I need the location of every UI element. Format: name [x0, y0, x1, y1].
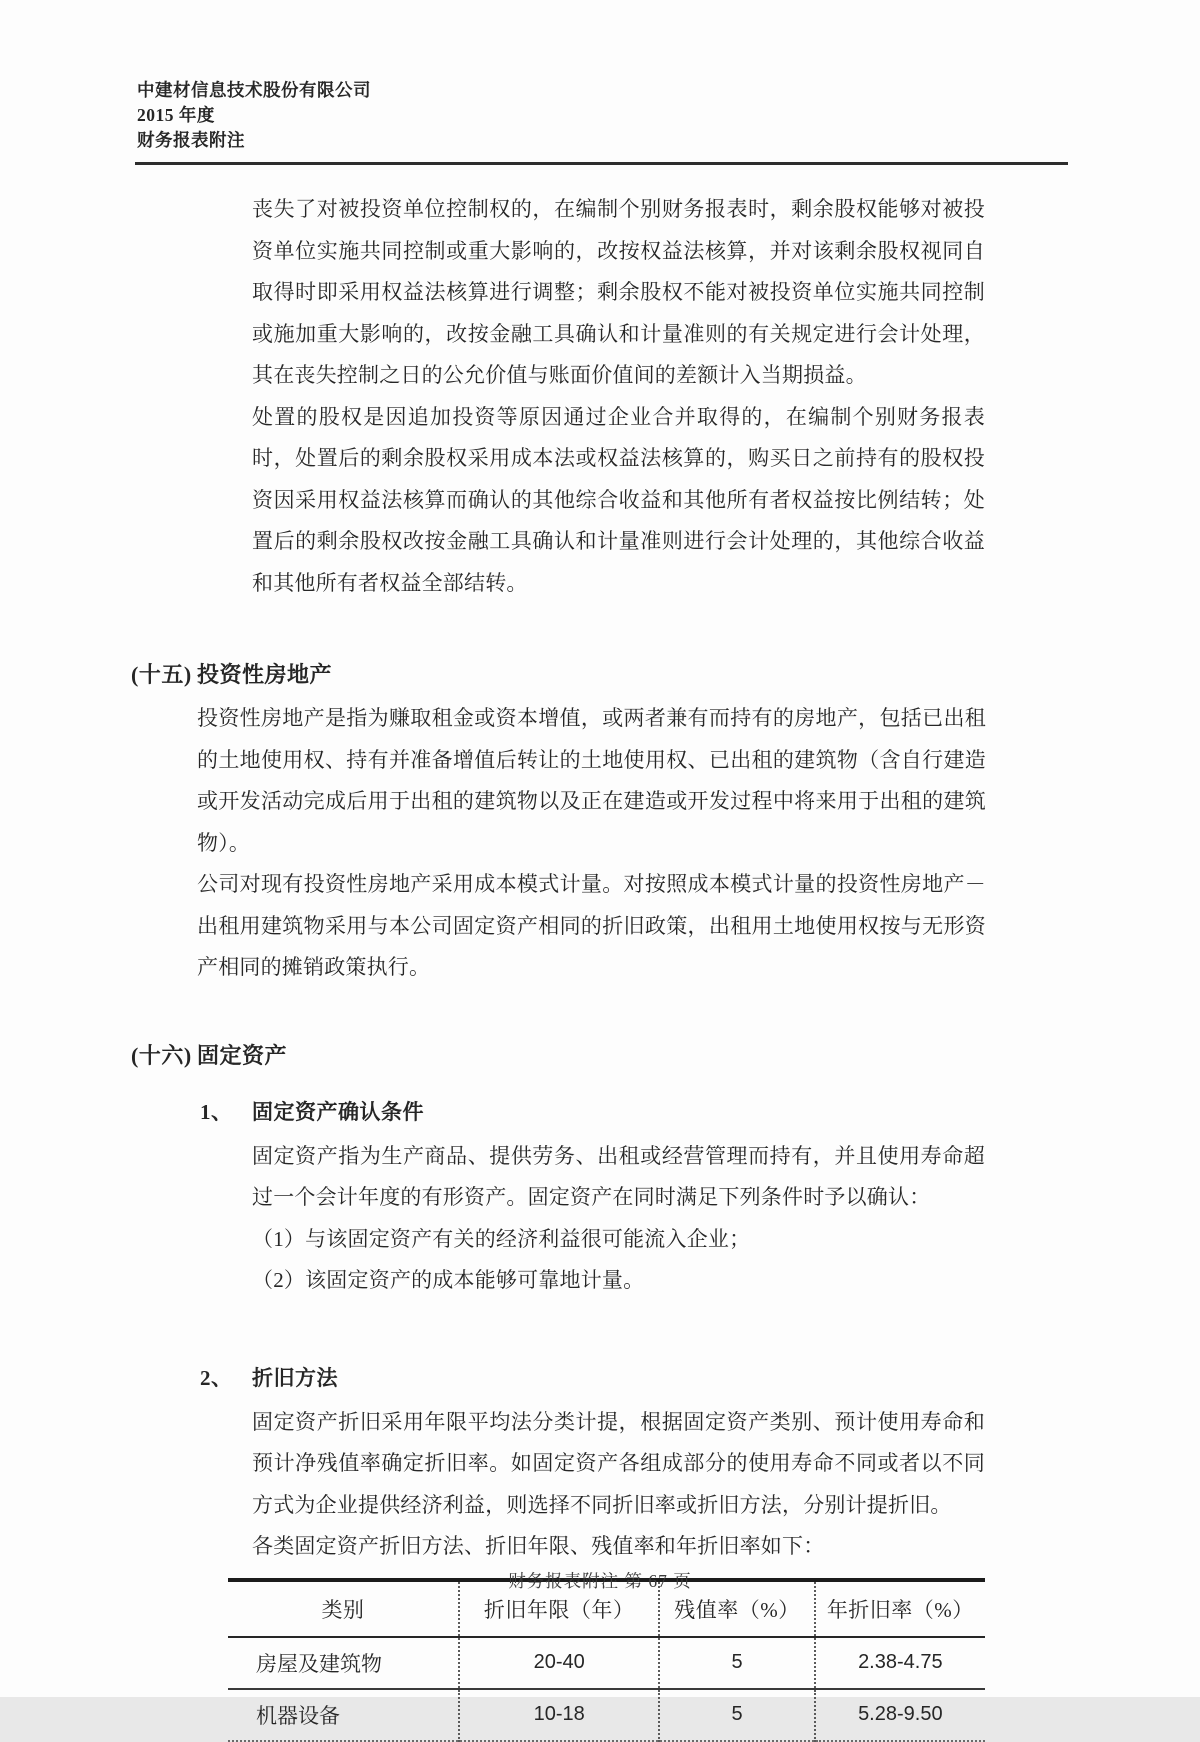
paragraph-investment-property-definition: 投资性房地产是指为赚取租金或资本增值，或两者兼有而持有的房地产，包括已出租的土地使用权、持有并准备增值后转让的土地使用权、已出租的建筑物（含自行建造或开发活动完成后用于出租的建筑物以及正在建造或开发过程中将来用于出租的建筑物）。 [197, 706, 986, 855]
page-footer [0, 1568, 1200, 1593]
section-number: (十五) [131, 662, 192, 687]
paragraph-fixed-asset-definition: 固定资产指为生产商品、提供劳务、出租或经营管理而持有，并且使用寿命超过一个会计年度的有形资产。固定资产在同时满足下列条件时予以确认： [252, 1143, 985, 1209]
subsection-recognition-criteria [200, 1096, 1066, 1302]
subsection-body [252, 1136, 985, 1302]
table-row [228, 1637, 985, 1689]
section-equity-disposal-continuation [252, 189, 985, 604]
report-doc-title: 财务报表附注 [137, 130, 245, 150]
cell-depreciation-years: 20-40 [459, 1637, 660, 1689]
cell-residual-rate: 5 [659, 1689, 814, 1741]
cell-annual-rate: 5.28-9.50 [815, 1689, 985, 1741]
section-body [197, 698, 986, 989]
section-fixed-assets [131, 1039, 1066, 1742]
depreciation-table [228, 1578, 985, 1742]
section-title: 固定资产 [197, 1042, 288, 1068]
paragraph-loss-of-control: 丧失了对被投资单位控制权的，在编制个别财务报表时，剩余股权能够对被投资单位实施共同控制或重大影响的，改按权益法核算，并对该剩余股权视同自取得时即采用权益法核算进行调整；剩余股权不能对被投资单位实施共同控制或施加重大影响的，改按金融工具确认和计量准则的有关规定进行会计处理，其在丧失控制之日的公允价值与账面价值间的差额计入当期损益。 [252, 197, 985, 387]
page-header [137, 78, 1066, 165]
report-year: 2015 年度 [137, 105, 215, 125]
table-lead-in: 各类固定资产折旧方法、折旧年限、残值率和年折旧率如下： [252, 1534, 825, 1558]
paragraph-depreciation-policy: 固定资产折旧采用年限平均法分类计提，根据固定资产类别、预计使用寿命和预计净残值率确定折旧率。如固定资产各组成部分的使用寿命不同或者以不同方式为企业提供经济利益，则选择不同折旧率或折旧方法，分别计提折旧。 [252, 1409, 985, 1517]
section-number: (十六) [131, 1042, 192, 1068]
section-heading [131, 1039, 1066, 1070]
company-name: 中建材信息技术股份有限公司 [137, 80, 371, 100]
subsection-heading [200, 1362, 1066, 1392]
cell-category: 机器设备 [256, 1703, 340, 1728]
subsection-number: 1、 [200, 1099, 233, 1124]
condition-item-1: （1）与该固定资产有关的经济利益很可能流入企业； [252, 1226, 751, 1251]
column-header-category: 类别 [228, 1580, 459, 1637]
subsection-heading [200, 1096, 1066, 1126]
cell-category: 房屋及建筑物 [228, 1637, 459, 1689]
section-title: 投资性房地产 [197, 662, 333, 687]
column-header-depreciation-years: 折旧年限（年） [459, 1580, 660, 1637]
section-heading [131, 658, 1066, 689]
header-divider [135, 162, 1068, 165]
table-row [228, 1689, 985, 1741]
cell-residual-rate: 5 [659, 1637, 814, 1689]
column-header-residual-rate: 残值率（%） [659, 1580, 814, 1637]
page-number-text: 财务报表附注 第 67 页 [508, 1571, 692, 1591]
subsection-number: 2、 [200, 1365, 233, 1390]
condition-item-2: （2）该固定资产的成本能够可靠地计量。 [252, 1268, 645, 1292]
cell-depreciation-years: 10-18 [459, 1689, 660, 1741]
section-investment-property [131, 658, 1066, 989]
subsection-title: 折旧方法 [252, 1365, 338, 1390]
subsection-depreciation-method [200, 1362, 1066, 1742]
paragraph-investment-property-measurement: 公司对现有投资性房地产采用成本模式计量。对按照成本模式计量的投资性房地产－出租用建筑物采用与本公司固定资产相同的折旧政策，出租用土地使用权按与无形资产相同的摊销政策执行。 [197, 872, 986, 979]
depreciation-table-wrap [228, 1578, 985, 1742]
page-body [131, 189, 1066, 1742]
subsection-body [252, 1402, 985, 1568]
subsection-title: 固定资产确认条件 [252, 1099, 424, 1124]
cell-annual-rate: 2.38-4.75 [815, 1637, 985, 1689]
column-header-annual-rate: 年折旧率（%） [815, 1580, 985, 1637]
paragraph-disposal-of-equity: 处置的股权是因追加投资等原因通过企业合并取得的，在编制个别财务报表时，处置后的剩余股权采用成本法或权益法核算的，购买日之前持有的股权投资因采用权益法核算而确认的其他综合收益和其他所有者权益按比例结转；处置后的剩余股权改按金融工具确认和计量准则进行会计处理的，其他综合收益和其他所有者权益全部结转。 [252, 404, 985, 595]
